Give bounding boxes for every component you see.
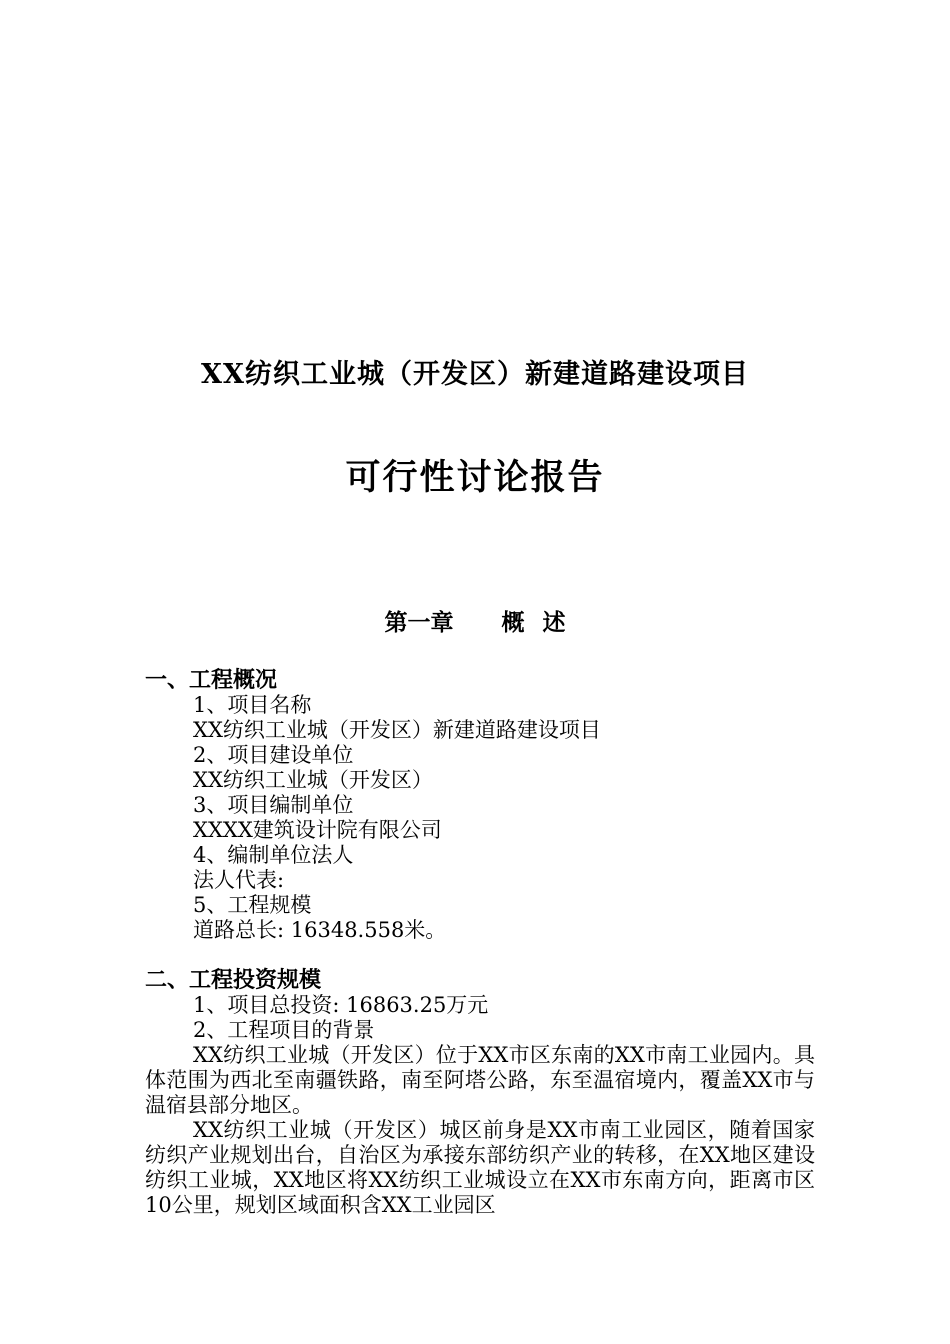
document-title: XX纺织工业城（开发区）新建道路建设项目 <box>201 359 749 390</box>
list-item: XXXX建筑设计院有限公司 <box>193 818 442 842</box>
list-item: 1、项目总投资: 16863.25万元 <box>193 993 489 1017</box>
list-item: XX纺织工业城（开发区）新建道路建设项目 <box>193 718 601 742</box>
chapter-number: 第一章 <box>384 609 454 636</box>
list-item: 2、项目建设单位 <box>193 743 354 767</box>
list-item: XX纺织工业城（开发区） <box>193 768 433 792</box>
list-item: 法人代表: <box>193 868 285 892</box>
list-item: 1、项目名称 <box>193 693 312 717</box>
document-subtitle: 可行性讨论报告 <box>345 458 605 498</box>
chapter-heading <box>0 604 950 637</box>
list-item: 道路总长: 16348.558米。 <box>193 918 447 942</box>
chapter-name-part-2: 述 <box>542 609 566 636</box>
chapter-name-part-1: 概 <box>501 609 525 636</box>
document-body <box>145 668 815 1218</box>
list-item: 3、项目编制单位 <box>193 793 354 817</box>
list-item: 4、编制单位法人 <box>193 843 354 867</box>
list-item: 2、工程项目的背景 <box>193 1018 375 1042</box>
section-heading-investment-scale: 二、工程投资规模 <box>145 967 322 993</box>
body-paragraph: XX纺织工业城（开发区）城区前身是XX市南工业园区，随着国家纺织产业规划出台，自治区为承接东部纺织产业的转移，在XX地区建设纺织工业城，XX地区将XX纺织工业城设立在XX市东南方向，距离市区10公里，规划区域面积含XX工业园区 <box>145 1118 815 1217</box>
list-item: 5、工程规模 <box>193 893 312 917</box>
body-paragraph: XX纺织工业城（开发区）位于XX市区东南的XX市南工业园内。具体范围为西北至南疆铁路，南至阿塔公路，东至温宿境内，覆盖XX市与温宿县部分地区。 <box>145 1043 815 1117</box>
section-heading-project-overview: 一、工程概况 <box>145 667 278 693</box>
